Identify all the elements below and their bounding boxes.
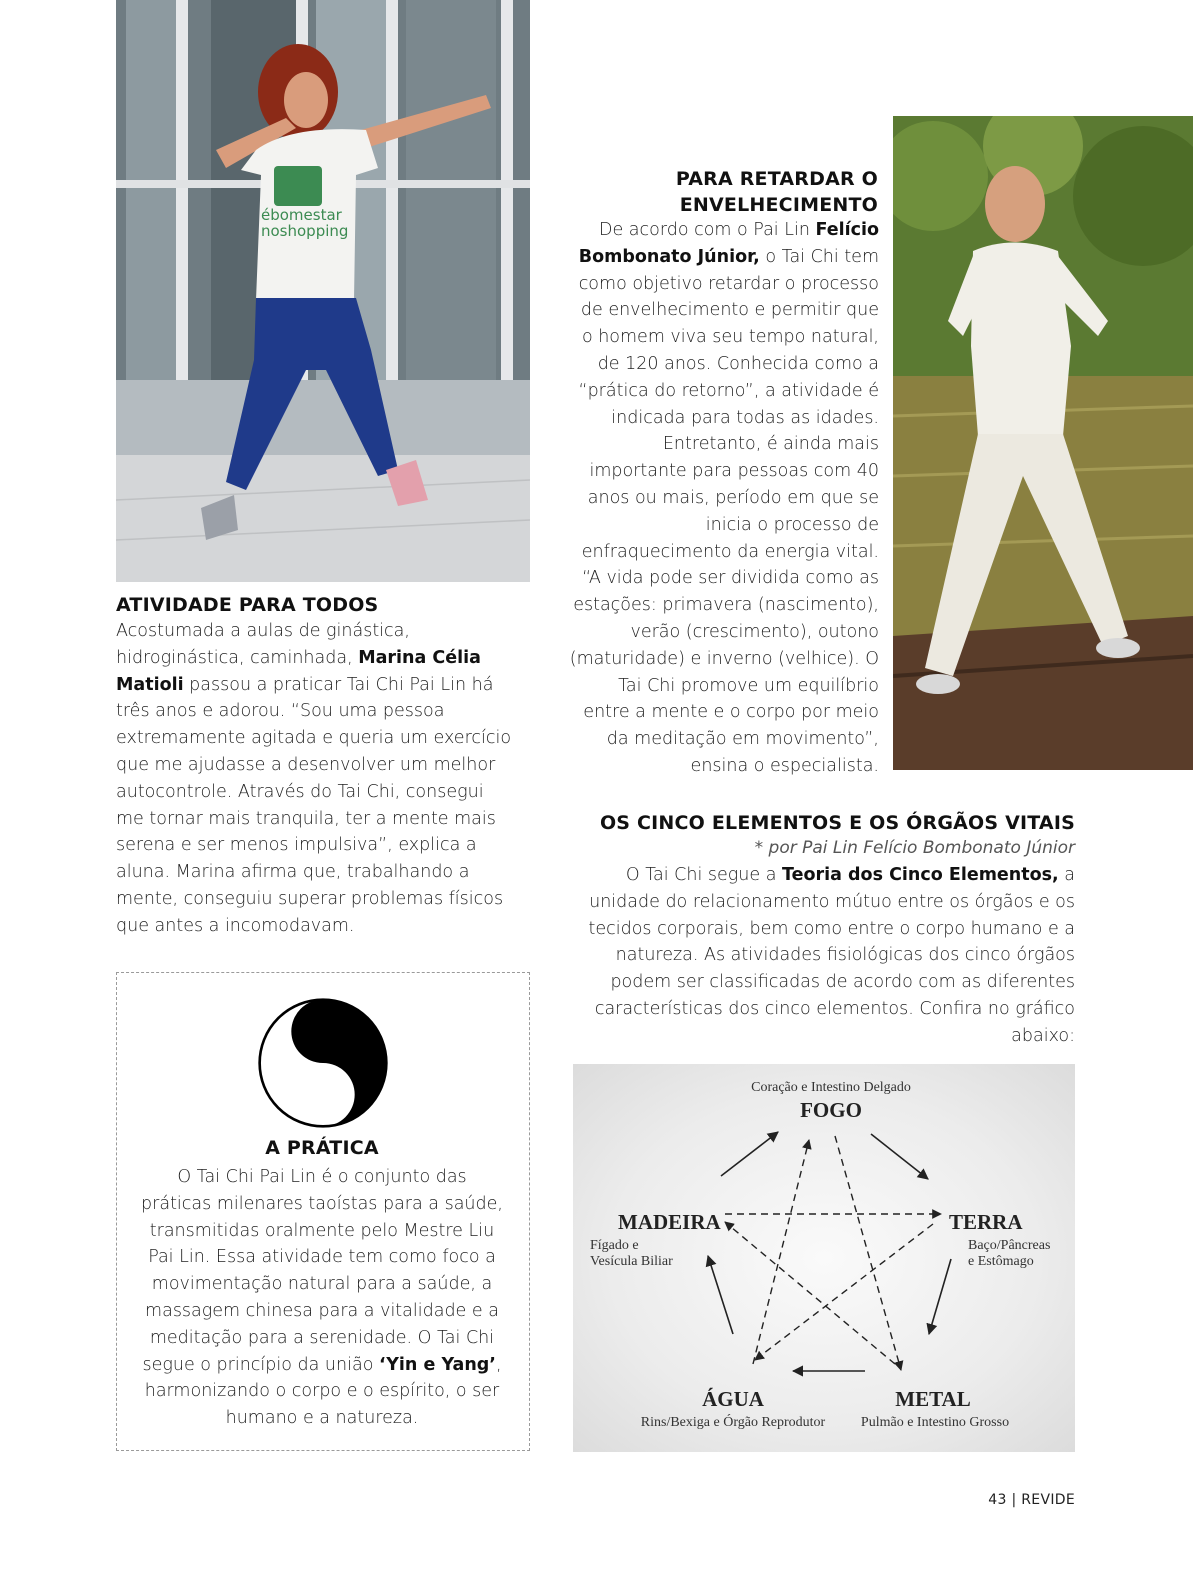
footer-separator: | (1011, 1492, 1017, 1508)
metal-label: METAL (895, 1387, 971, 1411)
shirt-text-line1: ébomestar (261, 206, 342, 224)
arrow-terra-metal (929, 1259, 951, 1334)
pratica-paragraph (140, 1164, 504, 1432)
todos-heading: ATIVIDADE PARA TODOS (116, 594, 379, 616)
elementos-text-1: O Tai Chi segue a (625, 865, 782, 885)
terra-organs (968, 1238, 1050, 1270)
todos-text-1: Acostumada a aulas de ginástica, hidroginástica, caminhada, (116, 621, 410, 668)
arrow-madeira-fogo (721, 1132, 778, 1176)
elementos-text-2: Teoria dos Cinco Elementos, (781, 865, 1059, 885)
pratica-heading: A PRÁTICA (265, 1137, 379, 1159)
envelhecimento-heading-line1: PARA RETARDAR O (675, 168, 878, 190)
madeira-organs (590, 1238, 673, 1270)
metal-organs: Pulmão e Intestino Grosso (860, 1415, 1010, 1430)
todos-text-2: Marina Célia Matioli (116, 647, 481, 695)
cinco-elementos-diagram (573, 1064, 1075, 1452)
madeira-label: MADEIRA (618, 1210, 721, 1234)
yin-yang-icon (257, 997, 389, 1129)
page-number: 43 (988, 1492, 1007, 1508)
terra-label: TERRA (949, 1210, 1023, 1234)
elementos-text-3: a unidade do relacionamento mútuo entre os órgãos e os tecidos corporais, bem como entre o corpo humano e a natureza. As atividades fisiológicas dos cinco órgãos podem ser classificadas de acordo com as diferentes características dos cinco elementos. Confira no gráfico abaixo: (588, 865, 1075, 1046)
envelhecimento-paragraph (568, 217, 879, 780)
envelhecimento-text-3: o Tai Chi tem como objetivo retardar o processo de envelhecimento e permitir que o homem viva seu tempo natural, de 120 anos. Conhecida como a “prática do retorno”, a atividade é indicada para todas as idades. Entretanto, é ainda mais importante para pessoas com 40 anos ou mais, período em que se inicia o processo de enfraquecimento da energia vital. “A vida pode ser dividida como as estações: primavera (nascimento), verão (crescimento), outono (maturidade) e inverno (velhice). O Tai Chi promove um equilíbrio entre a mente e o corpo por meio da meditação em movimento”, ensina o especialista. (569, 246, 879, 776)
madeira-organs-line1: Fígado e (590, 1238, 639, 1253)
agua-label: ÁGUA (702, 1387, 764, 1411)
terra-organs-line2: e Estômago (968, 1254, 1034, 1269)
envelhecimento-text-1: De acordo com o Pai Lin (598, 220, 816, 240)
page-footer (900, 1492, 1075, 1508)
madeira-organs-line2: Vesícula Biliar (590, 1254, 673, 1269)
arrow-agua-madeira (708, 1256, 733, 1334)
envelhecimento-heading-line2: ENVELHECIMENTO (679, 194, 878, 216)
elementos-heading: OS CINCO ELEMENTOS E OS ÓRGÃOS VITAIS (599, 812, 1075, 834)
shirt-text-line2: noshopping (261, 222, 349, 240)
envelhecimento-text-2: Felício Bombonato Júnior, (578, 220, 879, 267)
agua-organs: Rins/Bexiga e Órgão Reprodutor (640, 1415, 826, 1430)
pratica-text-2: ‘Yin e Yang’ (378, 1354, 496, 1375)
elementos-paragraph (578, 862, 1075, 1050)
arrow-terra-agua (755, 1224, 933, 1360)
photo-marina-tai-chi (116, 0, 530, 582)
arrow-fogo-metal (835, 1136, 901, 1370)
elementos-credit: * por Pai Lin Felício Bombonato Júnior (754, 838, 1075, 858)
magazine-name: REVIDE (1021, 1492, 1075, 1508)
arrow-metal-madeira (725, 1222, 895, 1364)
arrow-fogo-terra (871, 1134, 928, 1179)
pratica-text-1: O Tai Chi Pai Lin é o conjunto das práticas milenares taoístas para a saúde, transmitidas oralmente pelo Mestre Liu Pai Lin. Essa atividade tem como foco a movimentação natural para a saúde, a massagem chinesa para a vitalidade e a meditação para a serenidade. O Tai Chi segue o princípio da união (141, 1167, 503, 1375)
fogo-label: FOGO (800, 1098, 862, 1122)
terra-organs-line1: Baço/Pâncreas (968, 1238, 1051, 1253)
envelhecimento-heading (560, 166, 878, 218)
todos-paragraph (116, 618, 516, 940)
todos-text-3: passou a praticar Tai Chi Pai Lin há três anos e adorou. “Sou uma pessoa extremamente agitada e queria um exercício que me ajudasse a desenvolver um melhor autocontrole. Através do Tai Chi, consegui me tornar mais tranquila, ter a mente mais serena e ser menos impulsiva”, explica a aluna. Marina afirma que, trabalhando a mente, conseguiu superar problemas físicos que antes a incomodavam. (116, 674, 512, 936)
pratica-text-3: , harmonizando o corpo e o espírito, o ser humano e a natureza. (144, 1354, 502, 1429)
fogo-organs: Coração e Intestino Delgado (751, 1080, 911, 1095)
photo-felicio-tai-chi (893, 116, 1193, 770)
